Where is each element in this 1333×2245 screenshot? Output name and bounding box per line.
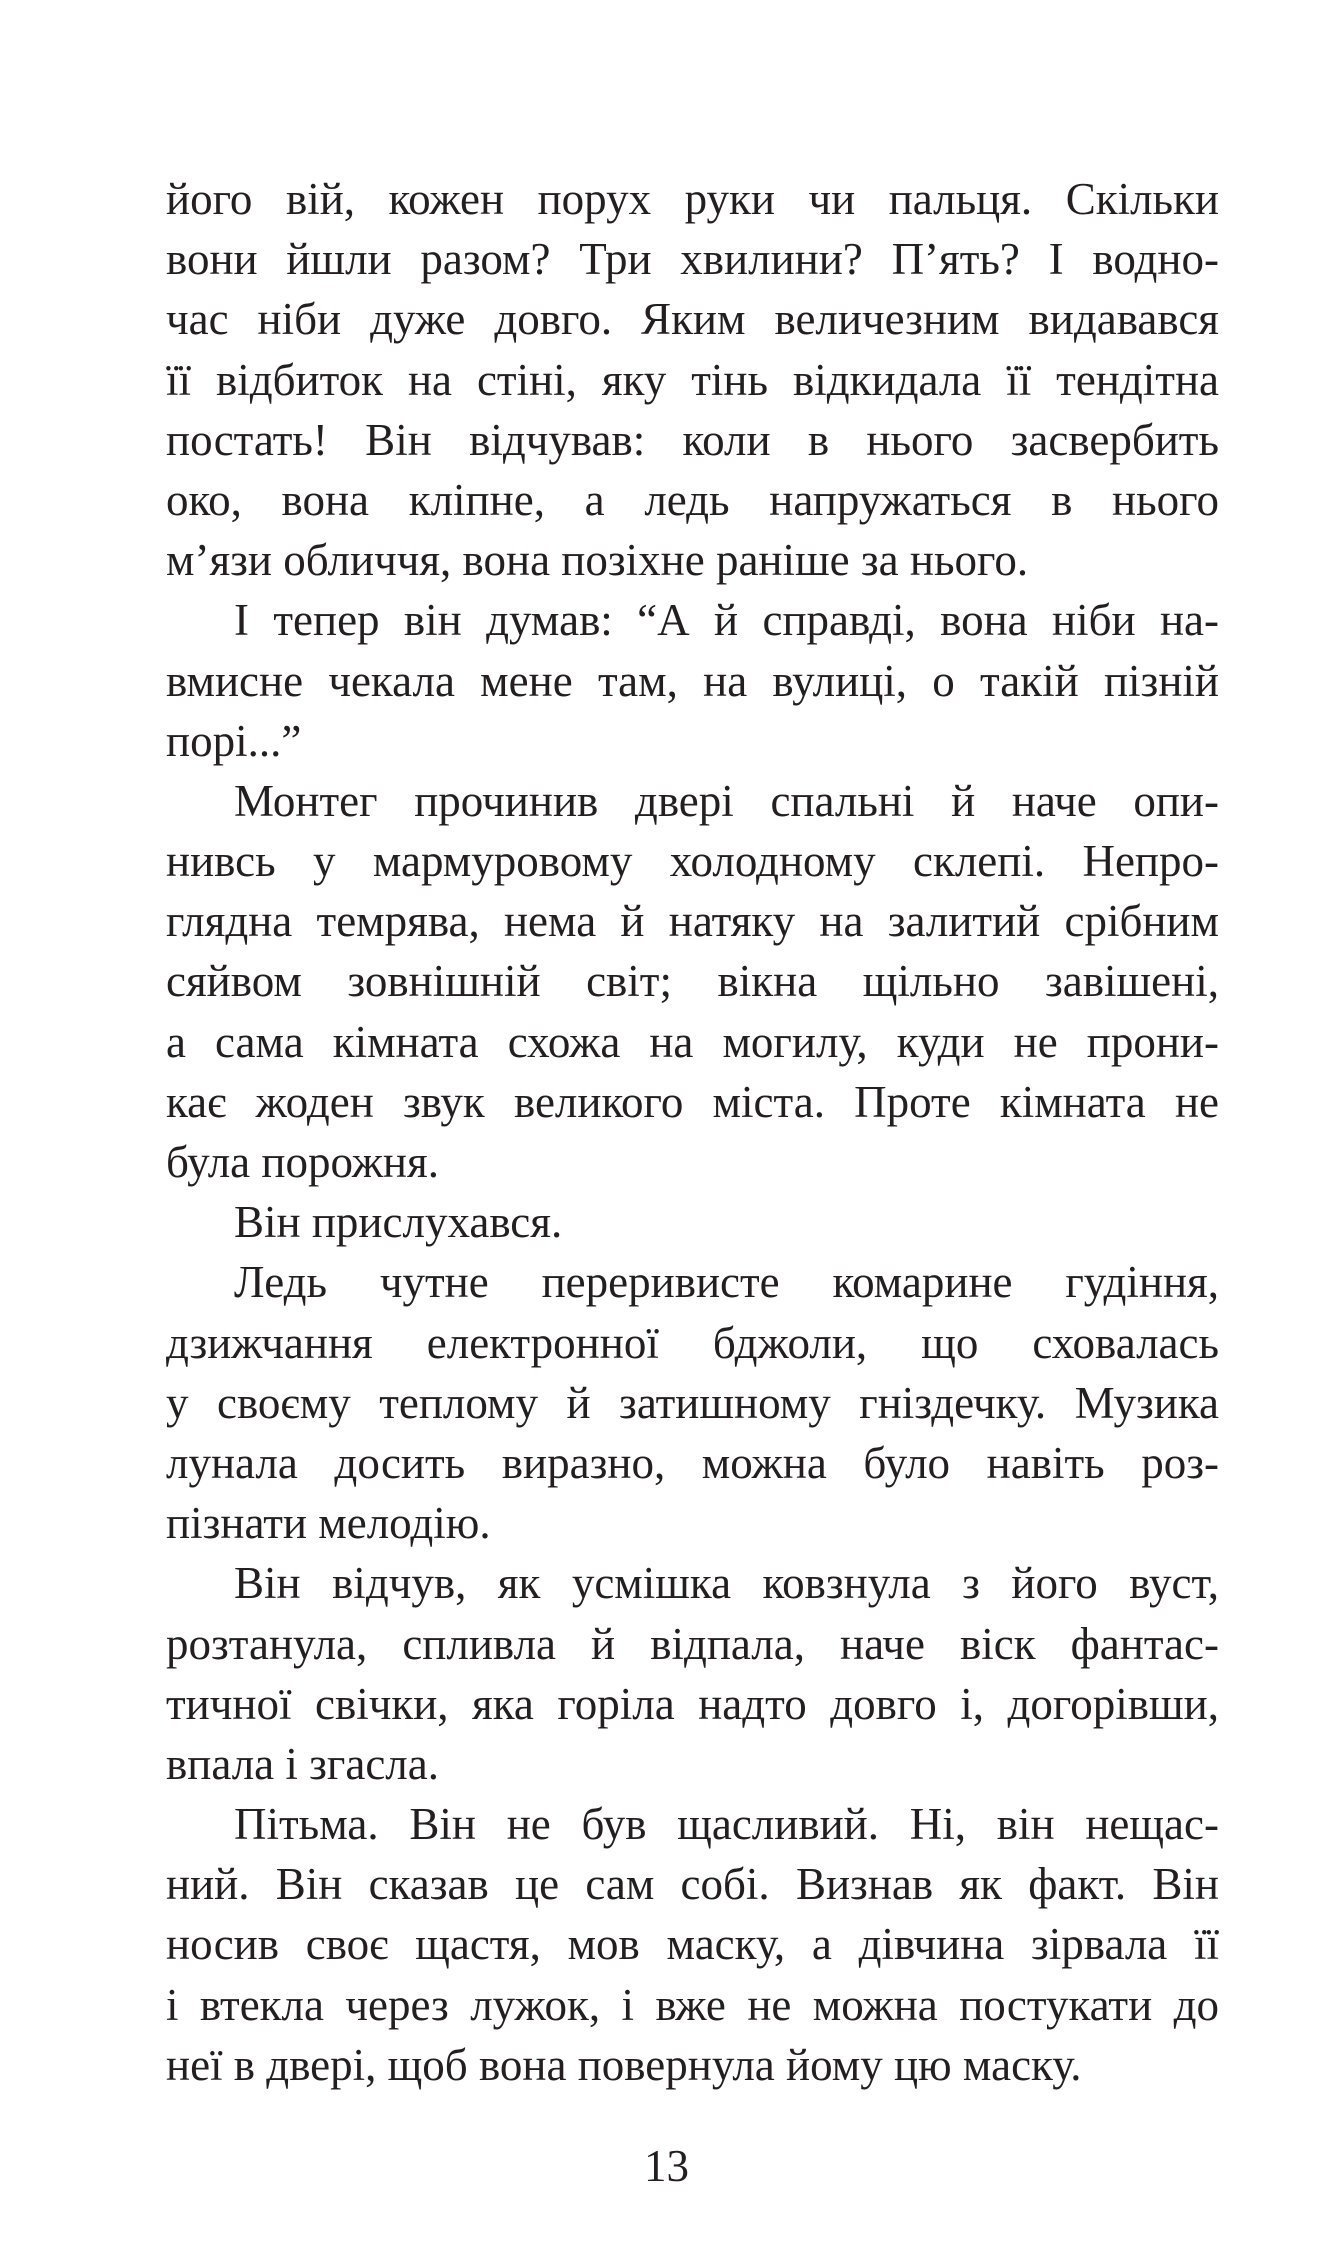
page-body-text xyxy=(166,169,1219,2095)
paragraph xyxy=(166,590,1219,771)
paragraph xyxy=(166,1794,1219,2095)
text-line: а сама кімната схожа на могилу, куди не прони- xyxy=(166,1016,1219,1067)
text-line: впала і згасла. xyxy=(166,1738,439,1789)
text-line: нивсь у мармуровому холодному склепі. Непро- xyxy=(166,836,1219,887)
text-line: неї в двері, щоб вона повернула йому цю маску. xyxy=(166,2039,1082,2090)
text-line: порі...” xyxy=(166,715,302,766)
text-line: сяйвом зовнішній світ; вікна щільно завішені, xyxy=(166,956,1219,1007)
text-line: пізнати мелодію. xyxy=(166,1498,491,1549)
page-number: 13 xyxy=(644,2141,689,2191)
text-line: ний. Він сказав це сам собі. Визнав як факт. Він xyxy=(166,1859,1219,1910)
text-line: у своєму теплому й затишному гніздечку. Музика xyxy=(166,1377,1219,1428)
text-line: Він прислухався. xyxy=(234,1197,563,1248)
text-line: була порожня. xyxy=(166,1137,439,1187)
text-line: Ледь чутне переривисте комарине гудіння, xyxy=(234,1257,1219,1308)
text-line: лунала досить виразно, можна було навіть роз- xyxy=(166,1437,1219,1488)
paragraph xyxy=(166,169,1219,590)
text-line: розтанула, спливла й відпала, наче віск фантас- xyxy=(166,1618,1219,1669)
text-line: носив своє щастя, мов маску, а дівчина зірвала її xyxy=(166,1919,1219,1970)
text-line: дзижчання електронної бджоли, що сховалась xyxy=(166,1317,1219,1368)
text-line: тичної свічки, яка горіла надто довго і, догорівши, xyxy=(166,1678,1219,1729)
paragraph xyxy=(166,1553,1219,1794)
text-line: і втекла через лужок, і вже не можна постукати до xyxy=(166,1979,1219,2030)
text-line: час ніби дуже довго. Яким величезним видавався xyxy=(166,294,1219,345)
text-line: кає жоден звук великого міста. Проте кімната не xyxy=(166,1076,1219,1127)
paragraph xyxy=(166,1252,1219,1553)
text-line: Він відчув, як усмішка ковзнула з його вуст, xyxy=(234,1558,1219,1609)
text-line: Пітьма. Він не був щасливий. Ні, він нещас- xyxy=(234,1799,1219,1850)
text-line: його вій, кожен порух руки чи пальця. Скільки xyxy=(166,174,1219,224)
paragraph xyxy=(166,771,1219,1192)
text-line: м’язи обличчя, вона позіхне раніше за нього. xyxy=(166,535,1029,586)
text-line: І тепер він думав: “А й справді, вона ніби на- xyxy=(234,595,1219,646)
text-line: око, вона кліпне, а ледь напружаться в нього xyxy=(166,474,1219,525)
text-line: вони йшли разом? Три хвилини? П’ять? І водно- xyxy=(166,234,1219,285)
text-line: Монтег прочинив двері спальні й наче опи- xyxy=(234,775,1219,826)
text-line: глядна темрява, нема й натяку на залитий срібним xyxy=(166,896,1219,947)
text-line: її відбиток на стіні, яку тінь відкидала її тендітна xyxy=(166,354,1219,405)
text-line: вмисне чекала мене там, на вулиці, о такій пізній xyxy=(166,655,1219,706)
paragraph xyxy=(166,1192,1219,1252)
text-line: постать! Він відчував: коли в нього засвербить xyxy=(166,414,1219,465)
